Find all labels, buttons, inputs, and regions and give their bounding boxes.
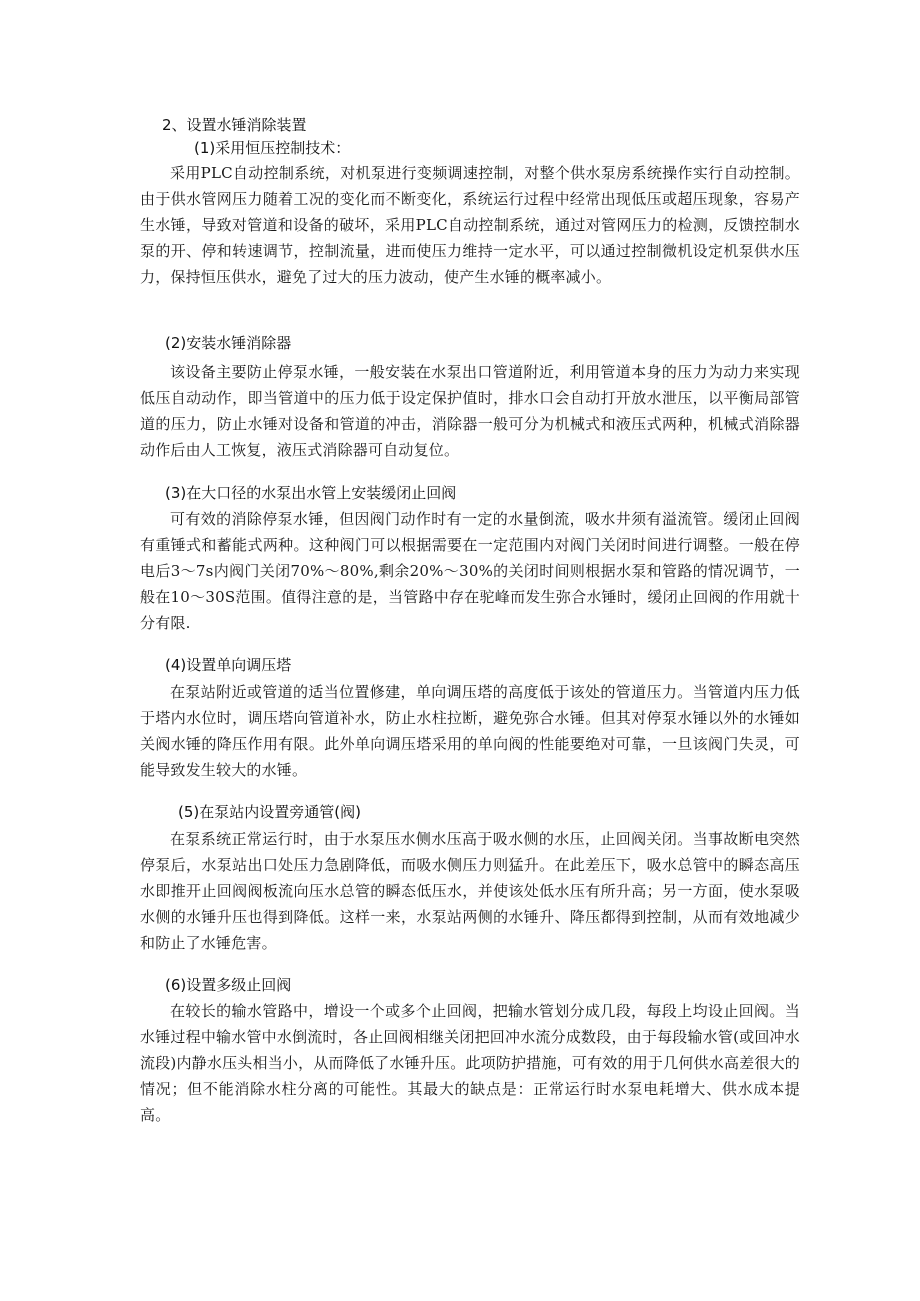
subsection-title-2: (2)安装水锤消除器 (165, 334, 292, 352)
paragraph-6: 在较长的输水管路中，增设一个或多个止回阀，把输水管划分成几段，每段上均设止回阀。当水锤过程中输水管中水倒流时，各止回阀相继关闭把回冲水流分成数段，由于每段输水管(或回冲水流段)内静水压头相当小，从而降低了水锤升压。此项防护措施，可有效的用于几何供水高差很大的情况；但不能消除水柱分离的可能性。其最大的缺点是：正常运行时水泵电耗增大、供水成本提高。 (140, 1002, 800, 1124)
paragraph-3: 可有效的消除停泵水锤，但因阀门动作时有一定的水量倒流，吸水井须有溢流管。缓闭止回阀有重锤式和蓄能式两种。这种阀门可以根据需要在一定范围内对阀门关闭时间进行调整。一般在停电后3～7s内阀门关闭70%～80%,剩余20%～30%的关闭时间则根据水泵和管路的情况调节，一般在10～30S范围。值得注意的是，当管路中存在驼峰而发生弥合水锤时，缓闭止回阀的作用就十分有限. (140, 510, 800, 632)
paragraph-1: 采用PLC自动控制系统，对机泵进行变频调速控制，对整个供水泵房系统操作实行自动控制。由于供水管网压力随着工况的变化而不断变化，系统运行过程中经常出现低压或超压现象，容易产生水锤，导致对管道和设备的破坏，采用PLC自动控制系统，通过对管网压力的检测，反馈控制水泵的开、停和转速调节，控制流量，进而使压力维持一定水平，可以通过控制微机设定机泵供水压力，保持恒压供水，避免了过大的压力波动，使产生水锤的概率减小。 (140, 164, 800, 286)
section-heading: 2、设置水锤消除装置 (162, 116, 307, 134)
subsection-title-4: (4)设置单向调压塔 (165, 656, 292, 674)
subsection-title-6: (6)设置多级止回阀 (165, 976, 292, 994)
paragraph-2: 该设备主要防止停泵水锤，一般安装在水泵出口管道附近，利用管道本身的压力为动力来实现低压自动动作，即当管道中的压力低于设定保护值时，排水口会自动打开放水泄压，以平衡局部管道的压力，防止水锤对设备和管道的冲击，消除器一般可分为机械式和液压式两种，机械式消除器动作后由人工恢复，液压式消除器可自动复位。 (140, 363, 800, 459)
subsection-title-3: (3)在大口径的水泵出水管上安装缓闭止回阀 (165, 484, 457, 502)
subsection-title-5: (5)在泵站内设置旁通管(阀) (178, 803, 361, 821)
paragraph-4: 在泵站附近或管道的适当位置修建，单向调压塔的高度低于该处的管道压力。当管道内压力低于塔内水位时，调压塔向管道补水，防止水柱拉断，避免弥合水锤。但其对停泵水锤以外的水锤如关阀水锤的降压作用有限。此外单向调压塔采用的单向阀的性能要绝对可靠，一旦该阀门失灵，可能导致发生较大的水锤。 (140, 683, 800, 779)
subsection-title-1: (1)采用恒压控制技术： (194, 139, 351, 157)
paragraph-5: 在泵系统正常运行时，由于水泵压水侧水压高于吸水侧的水压，止回阀关闭。当事故断电突然停泵后，水泵站出口处压力急剧降低，而吸水侧压力则猛升。在此差压下，吸水总管中的瞬态高压水即推开止回阀阀板流向压水总管的瞬态低压水，并使该处低水压有所升高；另一方面，使水泵吸水侧的水锤升压也得到降低。这样一来，水泵站两侧的水锤升、降压都得到控制，从而有效地减少和防止了水锤危害。 (140, 830, 800, 952)
